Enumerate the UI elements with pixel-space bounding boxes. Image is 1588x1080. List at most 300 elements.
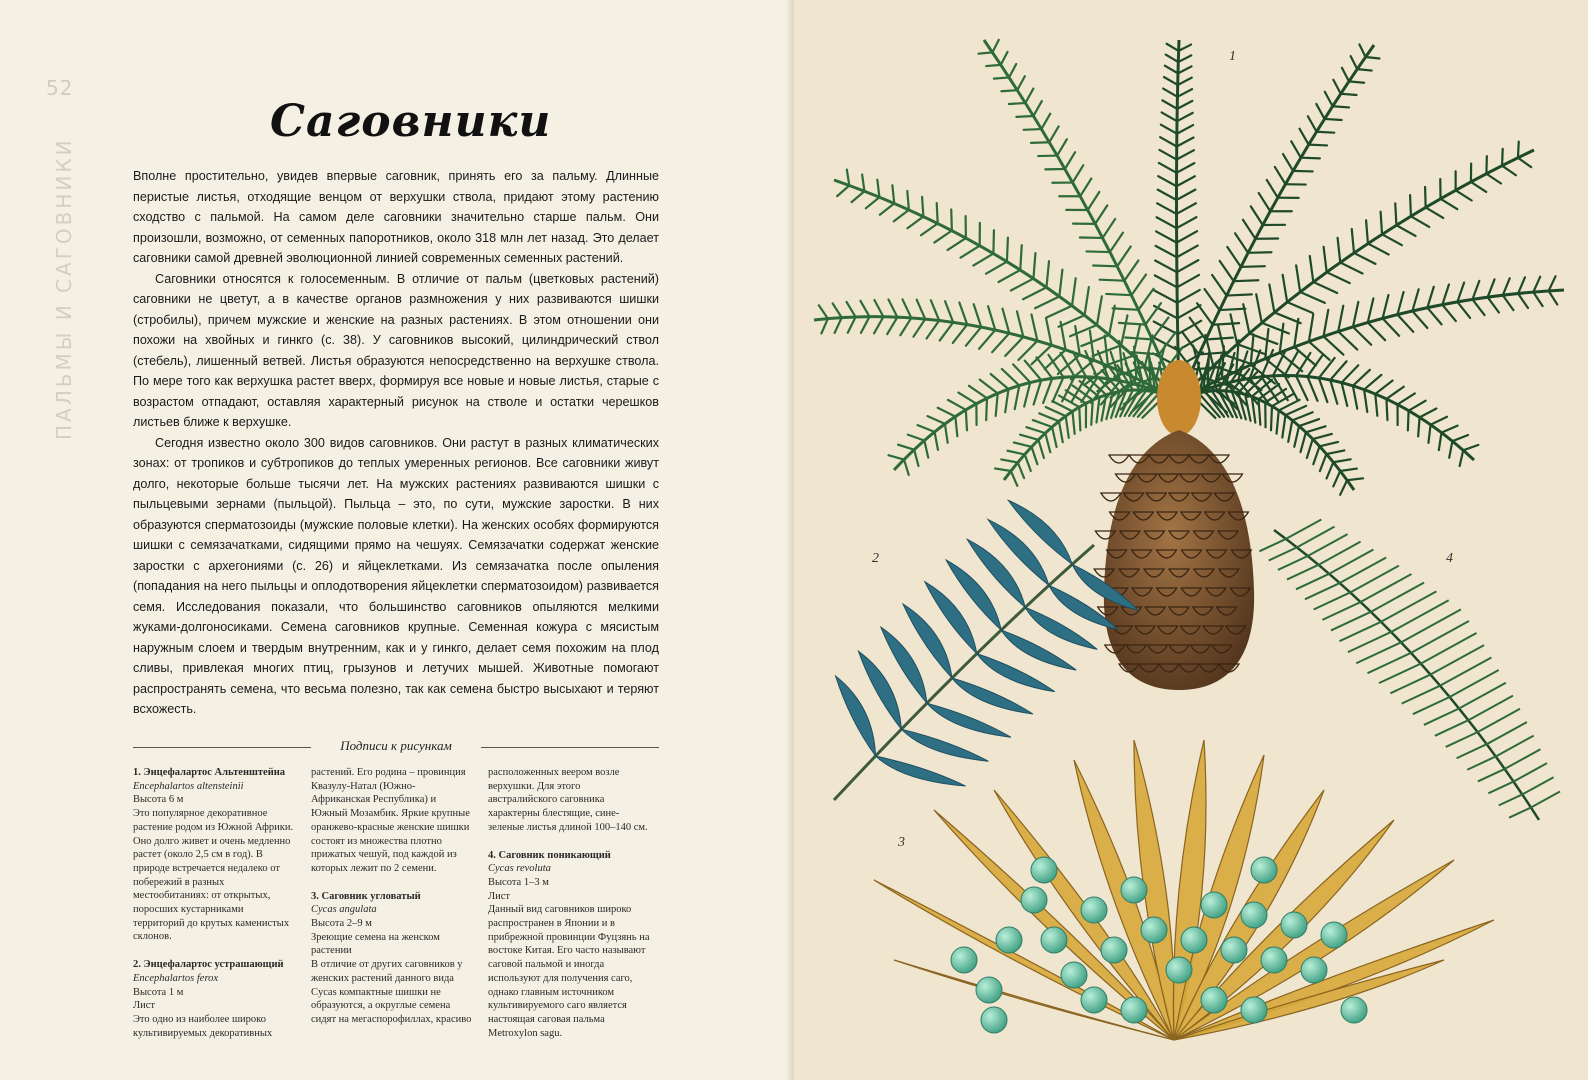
seed	[1061, 962, 1087, 988]
leaflet	[1070, 325, 1097, 336]
leaflet	[1041, 114, 1050, 129]
leaflet	[1057, 139, 1067, 155]
botanical-plate	[794, 0, 1588, 1080]
leaflet	[1005, 389, 1008, 412]
leaflet	[1353, 386, 1357, 409]
leaflet	[1166, 55, 1179, 62]
leaflet	[1001, 90, 1017, 91]
leaflet	[1330, 380, 1337, 404]
leaflet	[1320, 454, 1327, 471]
leaflet	[992, 40, 998, 52]
leaflet	[934, 231, 952, 243]
leaflet	[1002, 309, 1009, 334]
leaflet	[1243, 220, 1255, 239]
caption-text: Лист	[133, 1000, 155, 1012]
seed	[1241, 902, 1267, 928]
leaflet	[1177, 113, 1193, 121]
plate-label-3: 3	[898, 835, 905, 850]
leaflet	[1412, 289, 1418, 311]
seed	[1121, 997, 1147, 1023]
leaflet	[1502, 166, 1516, 176]
leaflet	[1371, 583, 1424, 612]
leaflet	[1306, 426, 1326, 432]
paragraph: Саговники относятся к голосеменным. В отличие от пальм (цветковых растений) саговники не цветут, а в качестве органов размножения у них развиваются шишки (стробилы), причем мужские и женские на разных растениях. В этом отношении они похожи на хвойных и гинкго (с. 38). У саговников высокий, цилиндрический ствол (стебель), лишенный ветвей. Листья образуются непосредственно на верхушке ствола. По мере того как верхушка растет вверх, формируя все новые и новые листья, старые с возрастом отпадают, оставляя характерный рисунок на стволе и остатки черешков листьев ближе к верхушке.	[133, 271, 659, 429]
leaflet	[1329, 549, 1373, 573]
leaflet	[969, 386, 987, 398]
leaflet	[1503, 295, 1514, 310]
caption-text: растений. Его родина – провинция Квазулу-Натал (Южно-Африканская Республика) и Южный Мозамбик. Яркие крупные оранжево-красные женские шишки состоят из множества плотно прижатых чешуй, под каждой из которых лежит по 2 семени.	[311, 767, 470, 874]
leaflet	[1117, 247, 1131, 267]
leaflet	[1014, 442, 1032, 446]
central-cone	[1157, 360, 1201, 436]
caption-column-3	[488, 766, 650, 1040]
caption-latin-name: Cycas angulata	[311, 904, 377, 916]
leaflet	[1428, 425, 1430, 443]
caption-text: Высота 6 м	[133, 794, 184, 806]
page-number: 52	[46, 76, 74, 100]
leaflet	[1456, 190, 1472, 200]
leaflet	[1241, 266, 1265, 267]
leaflet	[1160, 150, 1177, 160]
leaflet	[1103, 219, 1116, 238]
leaflet	[1020, 245, 1021, 270]
blue-leaf	[834, 500, 1138, 800]
leaf-stem	[1274, 530, 1539, 820]
leaflet	[1333, 471, 1340, 486]
leaflet	[1061, 353, 1075, 377]
leaflet	[1177, 150, 1194, 159]
seed	[981, 1007, 1007, 1033]
leaflet	[1368, 244, 1389, 255]
caption-text: Зреющие семена на женском растении	[311, 931, 440, 957]
leaflet	[924, 440, 928, 457]
leaflet	[898, 445, 914, 450]
leaflet	[1020, 435, 1038, 440]
leaflet	[1158, 190, 1177, 200]
leaflet	[1046, 318, 1052, 345]
seed	[1141, 917, 1167, 943]
leaflet	[1383, 295, 1389, 318]
leaflet	[1459, 683, 1506, 709]
leaflet	[1420, 408, 1437, 417]
leaflet	[1131, 275, 1146, 296]
leaflet	[1359, 44, 1365, 57]
leaflet	[927, 321, 940, 339]
leaflet	[1307, 355, 1322, 376]
leaflet	[1317, 132, 1335, 133]
leaflet	[887, 317, 897, 334]
leaflet	[1065, 152, 1075, 169]
leaflet	[1080, 179, 1091, 197]
leaflet	[1177, 231, 1197, 242]
leaflet	[1386, 399, 1387, 420]
leaflet	[1357, 69, 1372, 70]
leaflet	[1034, 380, 1042, 404]
leaflet	[1039, 413, 1059, 421]
leaflet	[1177, 290, 1200, 303]
seed	[1201, 892, 1227, 918]
leaflet	[1079, 407, 1080, 430]
leaflet	[1087, 251, 1110, 252]
leaflet	[1300, 129, 1309, 145]
leaflet	[1046, 407, 1066, 416]
caption-text: Это одно из наиболее широко культивируемых декоративных	[133, 1013, 273, 1039]
leaflet	[1319, 378, 1328, 402]
leaflet	[1324, 310, 1329, 337]
caption-latin-name: Cycas revoluta	[488, 863, 551, 875]
leaflet	[1287, 565, 1319, 580]
leaflet	[1159, 163, 1177, 173]
leaflet	[1288, 420, 1292, 442]
leaflet	[1073, 165, 1084, 182]
leaflet	[1182, 332, 1199, 354]
leaflet	[1033, 101, 1041, 116]
leaflet	[1549, 276, 1556, 291]
blue-leaflet	[927, 703, 1011, 737]
caption-column-2	[311, 766, 473, 1027]
seed	[1181, 927, 1207, 953]
leaflet	[940, 322, 954, 340]
leaflet	[866, 197, 880, 208]
leaflet	[1327, 462, 1334, 478]
leaflet	[1190, 318, 1206, 340]
leaflet	[1408, 411, 1409, 431]
leaflet	[1167, 44, 1179, 51]
leaflet	[907, 191, 909, 210]
leaflet	[1038, 440, 1043, 458]
leaflet	[1011, 279, 1034, 291]
leaflet	[1005, 337, 1023, 356]
leaflet	[1518, 277, 1525, 293]
leaflet	[1439, 433, 1442, 450]
leaflet	[1294, 319, 1298, 347]
leaflet	[1009, 64, 1016, 77]
section-label: ПАЛЬМЫ И САГОВНИКИ	[52, 137, 76, 440]
leaflet	[935, 432, 938, 450]
seed	[1031, 857, 1057, 883]
leaflet	[1038, 156, 1057, 157]
leaflet	[1032, 447, 1038, 464]
leaflet	[1427, 287, 1433, 308]
leaflet	[1368, 298, 1374, 322]
caption-title: 4. Саговник поникающий	[488, 849, 611, 861]
leaflet	[1213, 323, 1239, 325]
leaflet	[847, 170, 849, 186]
leaflet	[1277, 410, 1279, 433]
seed	[951, 947, 977, 973]
leaflet	[1381, 212, 1382, 235]
seed	[1021, 887, 1047, 913]
leaflet	[874, 317, 883, 334]
blue-leaflet	[901, 729, 988, 761]
leaflet	[1096, 397, 1099, 422]
leaflet	[1154, 291, 1177, 303]
leaflet	[1031, 142, 1049, 143]
leaflet	[1293, 171, 1313, 172]
leaflet	[966, 410, 967, 430]
leaflet	[1395, 203, 1396, 225]
leaflet	[1440, 657, 1491, 685]
leaflet	[1110, 233, 1123, 252]
leaflet	[1091, 400, 1092, 425]
leaflet	[1301, 158, 1320, 159]
leaflet	[1095, 205, 1107, 224]
leaflet	[1424, 709, 1459, 725]
leaflet	[1080, 381, 1100, 397]
leaflet	[1313, 434, 1332, 439]
leaflet	[1023, 287, 1046, 299]
leaflet	[1125, 337, 1152, 339]
leaflet	[833, 303, 842, 317]
paragraph: Сегодня известно около 300 видов саговников. Они растут в разных климатических зонах: от тропиков и субтропиков до теплых умеренных регионов. Все саговники живут долго, некоторые больше тысячи лет. На мужских растениях развиваются шишки с пыльцевыми зернами (пыльцой). Пыльца – это, по сути, мужские заростки. В них образуются сперматозоиды (мужские половые клетки). На женских особях формируются шишки с семязачатками, сидящими прямо на чешуях. Семязачатки содержат женские заростки с архегониями (с. 26) и яйцеклетками. Из семязачатка после опыления (попадания на него пыльцы и оплодотворения яйцеклетки сперматозоидом) развивается семя. Исследования показали, что большинство саговников опыляются мелкими жуками-долгоносиками. Семена саговников крупные. Семенная кожура с мясистым наружным слоем и твердым внутренним, как и у гинкго, делает семя похожим на плод сливы, привлекая многих птиц, грызунов и летучих мышей. Животные помогают распространять семена, что весьма полезно, так как семена быстро высыхают и теряют всхожесть.	[133, 435, 659, 716]
leaflet	[1340, 480, 1347, 495]
leaflet	[1342, 365, 1359, 382]
leaflet	[1158, 176, 1176, 186]
caption-text: В отличие от других саговников у женских растений данного вида Cycas компактные шишки не образуются, а округлые семена сидят на мегаспорофиллах, красиво	[311, 959, 472, 1025]
leaflet	[1124, 260, 1138, 280]
leaflet	[1248, 252, 1271, 253]
leaflet	[1075, 326, 1080, 355]
leaflet	[1503, 278, 1510, 295]
leaflet	[1379, 664, 1421, 684]
leaflet	[1033, 420, 1052, 427]
leaflet	[1227, 247, 1240, 267]
leaflet	[953, 325, 967, 343]
leaflet	[1157, 217, 1177, 228]
leaflet	[1269, 547, 1297, 560]
caption-latin-name: Encephalartos ferox	[133, 972, 219, 984]
leaflet	[1398, 393, 1415, 404]
leaflet	[1518, 294, 1528, 309]
leaflet	[961, 246, 980, 258]
leaflet	[1018, 341, 1037, 360]
leaflet	[1157, 203, 1176, 214]
leaflet	[1324, 336, 1344, 354]
seed	[1341, 997, 1367, 1023]
leaflet	[1442, 285, 1449, 305]
leaflet	[948, 238, 966, 250]
leaflet	[1059, 421, 1063, 442]
leaflet	[996, 393, 998, 416]
leaflet	[1155, 261, 1177, 273]
leaflet	[1313, 282, 1337, 293]
leaflet	[1274, 312, 1300, 323]
leaflet	[1412, 311, 1427, 328]
leaflet	[821, 319, 827, 334]
caption-latin-name: Encephalartos altensteinii	[133, 780, 244, 792]
leaflet	[852, 191, 865, 202]
leaflet	[1505, 749, 1541, 769]
leaflet	[1518, 158, 1531, 167]
leaflet	[951, 209, 952, 230]
leaflet	[1488, 297, 1499, 312]
leaflet	[1177, 125, 1193, 134]
leaflet	[1338, 331, 1357, 349]
leaflet	[1353, 370, 1370, 386]
leaflet	[1471, 182, 1486, 192]
leaflet	[1333, 106, 1349, 107]
leaflet	[1319, 358, 1335, 378]
leaflet	[1309, 314, 1313, 341]
leaflet	[1313, 446, 1319, 464]
leaflet	[1467, 756, 1495, 769]
leaflet	[1397, 315, 1413, 332]
caption-title: 3. Саговник угловатый	[311, 890, 421, 902]
leaflet	[1300, 292, 1325, 303]
leaflet	[986, 262, 1007, 274]
leaflet	[1309, 342, 1330, 360]
leaflet	[1177, 101, 1192, 109]
seed	[1241, 997, 1267, 1023]
leaflet	[1269, 284, 1274, 312]
seed	[1281, 912, 1307, 938]
blue-leaflet	[876, 756, 966, 786]
leaflet	[931, 300, 939, 320]
leaflet	[1296, 265, 1300, 292]
leaflet	[1402, 686, 1440, 704]
leaflet	[1286, 406, 1307, 415]
leaflet	[1100, 280, 1125, 281]
leaflet	[1267, 180, 1278, 198]
leaflet	[938, 408, 956, 417]
leaflet	[979, 52, 993, 53]
leaflet	[1177, 305, 1200, 318]
seed	[1301, 957, 1327, 983]
leaflet	[1352, 229, 1354, 253]
caption-title: 2. Энцефалартос устрашающий	[133, 959, 284, 971]
leaflet	[1013, 364, 1030, 382]
leaflet	[1333, 459, 1350, 462]
leaflet	[1326, 450, 1344, 454]
leaflet	[1310, 256, 1314, 282]
leaflet	[1177, 176, 1195, 186]
leaflet	[1179, 45, 1191, 51]
trunk-scale	[1109, 455, 1129, 463]
leaflet	[1518, 142, 1519, 158]
leaflet	[1251, 206, 1263, 225]
leaflet	[1342, 68, 1349, 82]
leaflet	[1059, 315, 1085, 326]
leaflet	[1061, 322, 1066, 350]
leaflet	[1331, 612, 1371, 631]
leaflet	[1177, 190, 1196, 200]
leaflet	[1421, 633, 1477, 664]
leaflet	[1294, 426, 1299, 447]
paragraph: Вполне простительно, увидев впервые саговник, принять его за пальму. Длинные перистые листья, отходящие венцом от верхушки ствола, придают этому растению сходство с пальмой. На самом деле саговники значительно старше пальм. Они произошли, возможно, от семенных папоротников, около 318 млн лет назад. Это делает саговники самой древней эволюционной линией современных семенных растений.	[133, 169, 659, 265]
leaflet	[1486, 174, 1501, 184]
seed	[1101, 937, 1127, 963]
leaflet	[1282, 415, 1285, 437]
leaflet	[1296, 574, 1329, 589]
leaflet	[1016, 116, 1033, 117]
leaflet	[955, 417, 957, 437]
green-leaf	[1259, 519, 1560, 820]
leaflet	[837, 186, 849, 197]
leaflet	[1230, 314, 1237, 344]
leaflet	[1413, 697, 1450, 714]
seed	[1321, 922, 1347, 948]
leaflet	[1305, 583, 1340, 599]
leaflet	[1431, 417, 1447, 425]
leaflet	[1113, 308, 1139, 309]
leaflet	[900, 318, 911, 335]
leaflet	[1457, 302, 1470, 318]
leaflet	[1047, 306, 1072, 318]
leaflet	[1017, 76, 1025, 90]
leaflet	[888, 300, 897, 318]
leaflet	[992, 333, 1009, 352]
leaflet	[1396, 225, 1415, 236]
leaflet	[1411, 216, 1429, 227]
leaflet	[1155, 275, 1177, 287]
caption-text: Высота 2–9 м	[311, 918, 372, 930]
leaflet	[986, 65, 1001, 66]
seed	[1201, 987, 1227, 1013]
leaflet	[1160, 137, 1177, 146]
leaflet	[1259, 193, 1270, 211]
leaflet	[1001, 52, 1008, 65]
caption-column-1	[133, 766, 295, 1040]
leaflet	[1457, 744, 1487, 758]
leaflet	[1043, 378, 1052, 403]
trunk-scale	[1101, 493, 1121, 501]
leaflet	[1251, 334, 1254, 364]
leaflet	[1177, 217, 1197, 228]
leaflet	[1011, 471, 1017, 486]
leaflet	[1256, 294, 1262, 323]
leaflet	[1386, 387, 1403, 399]
leaflet	[1325, 119, 1342, 120]
leaflet	[1088, 192, 1100, 210]
leaflet	[1026, 427, 1045, 433]
leaflet	[904, 460, 909, 475]
leaflet	[1072, 278, 1076, 305]
leaflet	[1450, 670, 1499, 697]
leaflet	[1397, 292, 1403, 315]
leaflet	[991, 374, 1009, 389]
leaflet	[1307, 439, 1313, 458]
leaflet	[1177, 246, 1198, 258]
leaflet	[1205, 289, 1220, 310]
leaflet	[1353, 302, 1358, 327]
leaflet	[1354, 253, 1375, 264]
leaflet	[1502, 149, 1503, 166]
captions-heading: Подписи к рисункам	[340, 738, 452, 753]
leaflet	[1259, 539, 1286, 551]
caption-spacer	[133, 944, 295, 958]
leaflet	[958, 393, 976, 404]
leaflet	[1093, 265, 1117, 266]
leaflet	[993, 230, 994, 253]
leaflet	[1487, 722, 1527, 744]
caption-title: 1. Энцефалартос Альтенштейна	[133, 767, 286, 778]
leaflet	[1460, 450, 1464, 466]
leaflet	[1446, 732, 1478, 747]
leaflet	[1299, 419, 1319, 426]
leaflet	[1463, 445, 1478, 450]
leaflet	[1177, 260, 1198, 272]
leaflet	[1008, 451, 1025, 455]
leaflet	[1046, 261, 1049, 287]
leaflet	[1418, 417, 1419, 436]
leaflet	[1351, 56, 1358, 69]
leaflet	[1259, 399, 1261, 424]
leaflet	[1007, 238, 1008, 262]
divider-line	[133, 747, 311, 748]
leaflet	[1156, 231, 1177, 242]
leaflet	[921, 223, 938, 235]
leaflet	[1177, 163, 1195, 173]
